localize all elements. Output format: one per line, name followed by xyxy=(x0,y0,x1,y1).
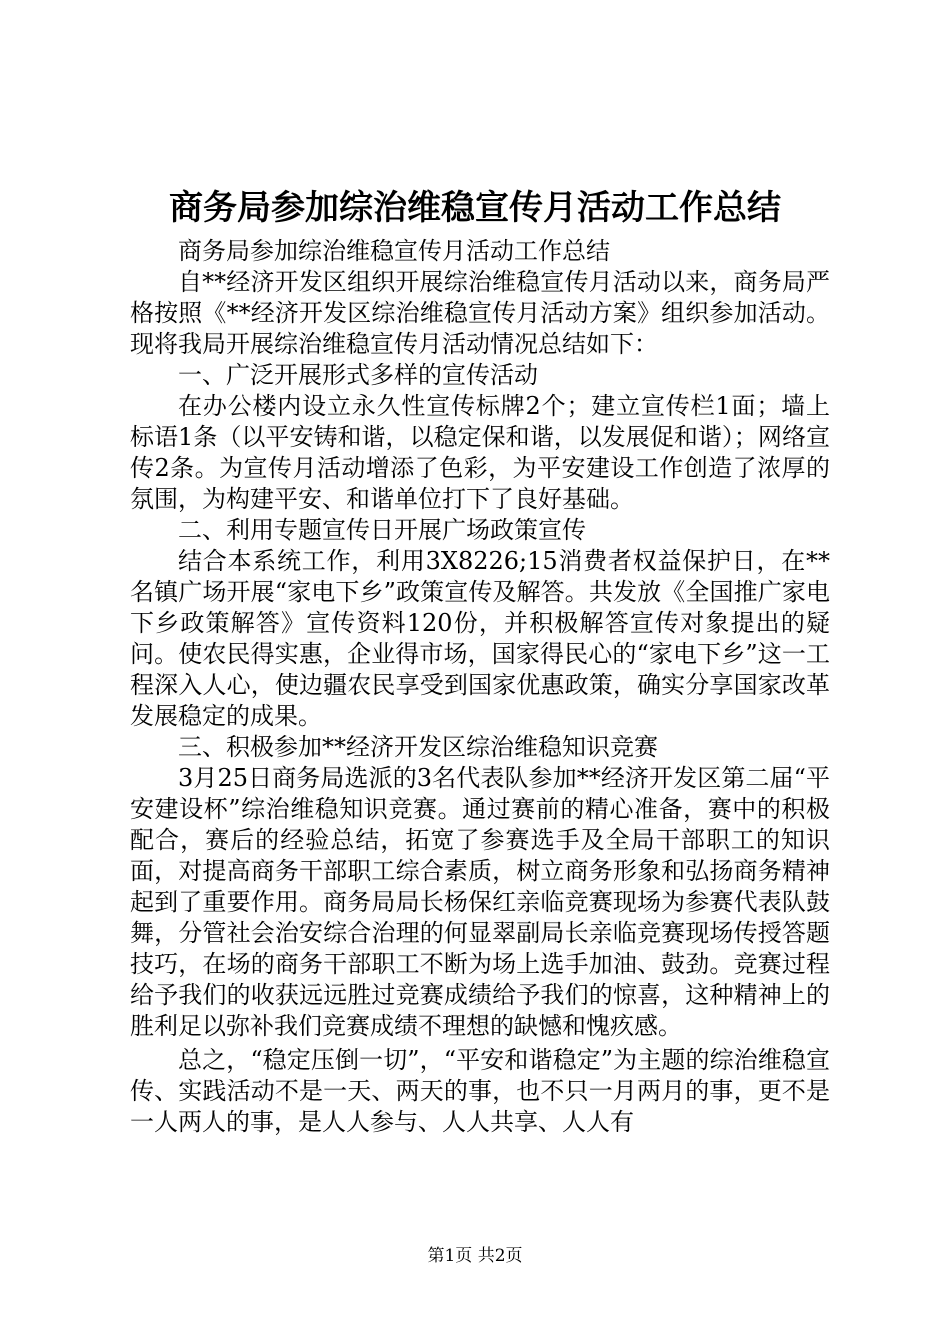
section-heading-2: 二、利用专题宣传日开展广场政策宣传 xyxy=(178,516,586,544)
paragraph-intro: 自**经济开发区组织开展综治维稳宣传月活动以来，商务局严格按照《**经济开发区综治维稳宣传月活动方案》组织参加活动。现将我局开展综治维稳宣传月活动情况总结如下： xyxy=(130,268,830,358)
paragraph-section-1: 在办公楼内设立永久性宣传标牌2个；建立宣传栏1面；墙上标语1条（以平安铸和谐，以稳定保和谐，以发展促和谐）；网络宣传2条。为宣传月活动增添了色彩，为平安建设工作创造了浓厚的氛围，为构建平安、和谐单位打下了良好基础。 xyxy=(130,392,830,513)
page-footer: 第1页 共2页 xyxy=(427,1246,523,1266)
section-heading-3: 三、积极参加**经济开发区综治维稳知识竞赛 xyxy=(178,733,658,761)
document-title: 商务局参加综治维稳宣传月活动工作总结 xyxy=(169,188,781,228)
paragraph-section-2: 结合本系统工作，利用3X8226;15消费者权益保护日，在**名镇广场开展“家电下乡”政策宣传及解答。共发放《全国推广家电下乡政策解答》宣传资料120份，并积极解答宣传对象提出的疑问。使农民得实惠，企业得市场，国家得民心的“家电下乡”这一工程深入人心，使边疆农民享受到国家优惠政策，确实分享国家改革发展稳定的成果。 xyxy=(130,547,830,730)
paragraph-conclusion: 总之，“稳定压倒一切”，“平安和谐稳定”为主题的综治维稳宣传、实践活动不是一天、两天的事，也不只一月两月的事，更不是一人两人的事，是人人参与、人人共享、人人有 xyxy=(130,1046,830,1136)
section-heading-1: 一、广泛开展形式多样的宣传活动 xyxy=(178,361,538,389)
document-body xyxy=(130,236,830,1138)
paragraph-section-3: 3月25日商务局选派的3名代表队参加**经济开发区第二届“平安建设杯”综治维稳知识竞赛。通过赛前的精心准备，赛中的积极配合，赛后的经验总结，拓宽了参赛选手及全局干部职工的知识面，对提高商务干部职工综合素质，树立商务形象和弘扬商务精神起到了重要作用。商务局局长杨保红亲临竞赛现场为参赛代表队鼓舞，分管社会治安综合治理的何显翠副局长亲临竞赛现场传授答题技巧，在场的商务干部职工不断为场上选手加油、鼓劲。竞赛过程给予我们的收获远远胜过竞赛成绩给予我们的惊喜，这种精神上的胜利足以弥补我们竞赛成绩不理想的缺憾和愧疚感。 xyxy=(130,764,830,1040)
paragraph-subtitle: 商务局参加综治维稳宣传月活动工作总结 xyxy=(178,237,610,265)
